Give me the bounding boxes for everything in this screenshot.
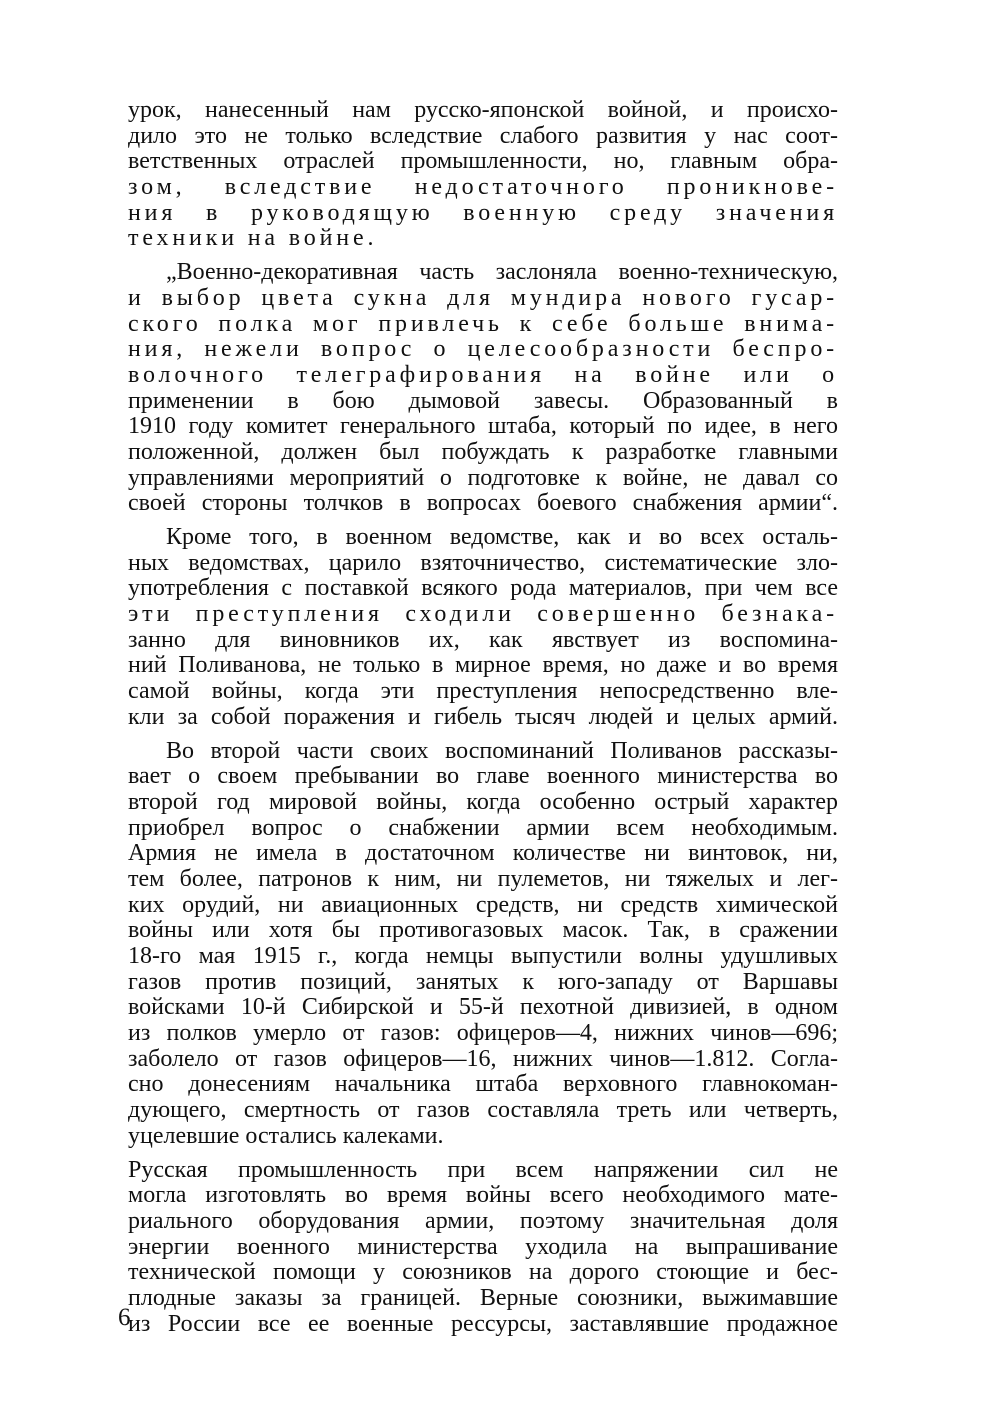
text-line: заболело от газов офицеров—16, нижних чинов—1.812. Согла-	[128, 1045, 838, 1072]
text-line: дило это не только вследствие слабого развития у нас соот-	[128, 122, 838, 149]
text-line: дующего, смертность от газов составляла треть или четверть,	[128, 1097, 838, 1124]
text-line: техники на войне.	[128, 225, 378, 252]
text-line: Армия не имела в достаточном количестве ни винтовок, ни,	[128, 840, 838, 867]
text-line: самой войны, когда эти преступления непосредственно вле-	[128, 678, 838, 705]
text-line: ний Поливанова, не только в мирное время, но даже и во время	[128, 652, 838, 679]
text-line: газов против позиций, занятых к юго-западу от Варшавы	[128, 968, 838, 995]
text-line: управлениями мероприятий о подготовке к войне, не давал со	[128, 464, 838, 491]
text-line: из полков умерло от газов: офицеров—4, нижних чинов—696;	[128, 1020, 838, 1047]
text-line: кли за собой поражения и гибель тысяч людей и целых армий.	[128, 703, 838, 730]
text-line: энергии военного министерства уходила на выпрашивание	[128, 1233, 838, 1260]
text-line: технической помощи у союзников на дорого стоющие и бес-	[128, 1259, 838, 1286]
text-line: ных ведомствах, царило взяточничество, систематические зло-	[128, 549, 838, 576]
text-line: сно донесениям начальника штаба верховного главнокоман-	[128, 1071, 838, 1098]
text-line: зом, вследствие недостаточного проникнове-	[128, 174, 838, 201]
text-line: приобрел вопрос о снабжении армии всем необходимым.	[128, 814, 838, 841]
text-line: урок, нанесенный нам русско-японской войной, и происхо-	[128, 97, 838, 123]
text-line: Во второй части своих воспоминаний Поливанов рассказы-	[166, 737, 838, 764]
text-line: 18-го мая 1915 г., когда немцы выпустили волны удушливых	[128, 943, 838, 969]
text-line: своей стороны толчков в вопросах боевого снабжения армии“.	[128, 490, 838, 517]
text-line: положенной, должен был побуждать к разработке главными	[128, 438, 838, 465]
text-line: тем более, патронов к ним, ни пулеметов, ни тяжелых и лег-	[128, 865, 838, 892]
text-line: из России все ее военные рессурсы, заставлявшие продажное	[128, 1310, 838, 1337]
text-line: ких орудий, ни авиационных средств, ни средств химической	[128, 891, 838, 918]
text-line: употребления с поставкой всякого рода материалов, при чем все	[128, 575, 838, 602]
text-line: второй год мировой войны, когда особенно острый характер	[128, 788, 838, 815]
text-line: могла изготовлять во время войны всего необходимого мате-	[128, 1182, 838, 1209]
text-line: 1910 году комитет генерального штаба, который по идее, в него	[128, 413, 838, 440]
text-line: войсками 10-й Сибирской и 55-й пехотной дивизией, в одном	[128, 994, 838, 1021]
text-line: ния, нежели вопрос о целесообразности беспро-	[128, 336, 838, 363]
page-number: 6	[118, 1304, 131, 1331]
text-line: применении в бою дымовой завесы. Образованный в	[128, 387, 838, 414]
text-line: Русская промышленность при всем напряжении сил не	[128, 1156, 838, 1183]
text-line: плодные заказы за границей. Верные союзники, выжимавшие	[128, 1284, 838, 1311]
body-text	[128, 98, 838, 1337]
text-line: волочного телеграфирования на войне или о	[128, 361, 838, 388]
text-line: ния в руководящую военную среду значения	[128, 199, 838, 226]
text-line: ского полка мог привлечь к себе больше внима-	[128, 310, 838, 337]
text-line: риального оборудования армии, поэтому значительная доля	[128, 1207, 838, 1234]
text-line: „Военно-декоративная часть заслоняла военно-техническую,	[166, 259, 838, 286]
text-line: занно для виновников их, как явствует из воспомина-	[128, 626, 838, 653]
text-line: ветственных отраслей промышленности, но, главным обра-	[128, 148, 838, 175]
text-line: Кроме того, в военном ведомстве, как и во всех осталь-	[166, 524, 838, 550]
text-line: эти преступления сходили совершенно безнака-	[128, 601, 838, 628]
text-line: уцелевшие остались калеками.	[128, 1122, 444, 1149]
text-line: вает о своем пребывании во главе военного министерства во	[128, 763, 838, 790]
text-line: войны или хотя бы противогазовых масок. Так, в сражении	[128, 917, 838, 944]
text-line: и выбор цвета сукна для мундира нового гусар-	[128, 284, 838, 311]
